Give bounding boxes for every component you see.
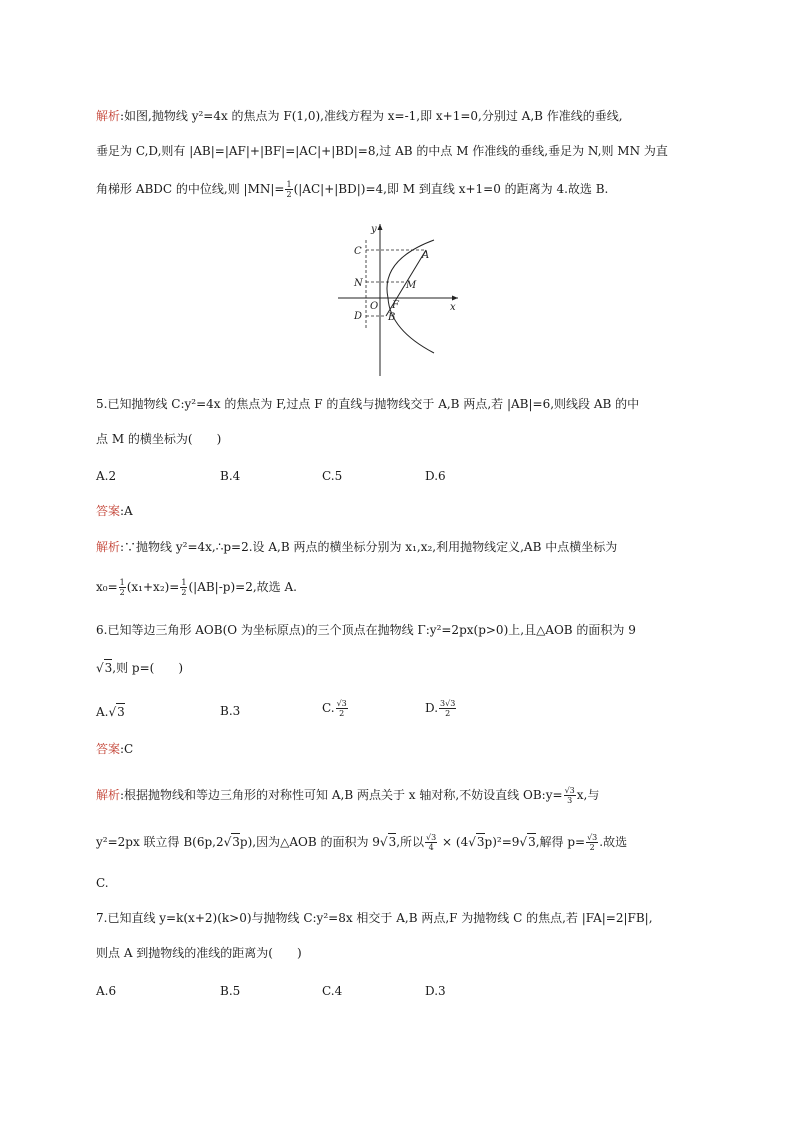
label-B: B	[388, 312, 396, 323]
label-F: F	[392, 300, 399, 311]
sol4-line3: 角梯形 ABDC 的中位线,则 |MN|= $\frac{1}{2}$ (|AC|+|BD|)=4,即 M 到直线 x+1=0 的距离为 4.故选 B.	[96, 180, 609, 199]
sol4-line2: 垂足为 C,D,则有 |AB|=|AF|+|BF|=|AC|+|BD|=8,过 AB 的中点 M 作准线的垂线,垂足为 N,则 MN 为直	[96, 144, 668, 158]
q5-explain-line1: 解析:∵抛物线 y²=4x,∴p=2.设 A,B 两点的横坐标分别为 x₁,x₂,利用抛物线定义,AB 中点横坐标为	[96, 540, 618, 554]
q5-explain-line2: x₀= $\frac{1}{2}$ (x₁+x₂)= $\frac{1}{2}$ (|AB|-p)=2,故选 A.	[96, 578, 297, 597]
label-x: x	[450, 302, 456, 313]
q6-option-d: D. $\frac{3√3}{2}$	[425, 699, 456, 718]
q6-explain-line2: y²=2px 联立得 B(6p,2√3p),因为△AOB 的面积为 9√3,所以 $\frac{√3}{4}$ × (4√3p)²=9√3,解得 p= $\frac{√3}{2}$ .故选	[96, 833, 628, 852]
q7-option-d: D.3	[425, 984, 446, 998]
q6-answer: 答案:C	[96, 742, 134, 756]
q6-option-c: C. $\frac{√3}{2}$	[322, 699, 347, 718]
analysis-label: 解析	[96, 109, 121, 123]
q6-explain-line1: 解析:根据抛物线和等边三角形的对称性可知 A,B 两点关于 x 轴对称,不妨设直线 OB:y= $\frac{√3}{3}$ x,与	[96, 786, 600, 805]
y-axis-arrow	[378, 224, 383, 230]
q7-stem-line1: 7.已知直线 y=k(x+2)(k>0)与抛物线 C:y²=8x 相交于 A,B 两点,F 为抛物线 C 的焦点,若 |FA|=2|FB|,	[96, 911, 653, 925]
q5-stem-line1: 5.已知抛物线 C:y²=4x 的焦点为 F,过点 F 的直线与抛物线交于 A,B 两点,若 |AB|=6,则线段 AB 的中	[96, 397, 640, 411]
q5-option-d: D.6	[425, 469, 446, 483]
q5-answer: 答案:A	[96, 504, 133, 518]
q7-option-c: C.4	[322, 984, 343, 998]
q5-option-c: C.5	[322, 469, 343, 483]
label-M: M	[406, 280, 417, 291]
sol4-line1: 解析:如图,抛物线 y²=4x 的焦点为 F(1,0),准线方程为 x=-1,即 x+1=0,分别过 A,B 作准线的垂线,	[96, 109, 623, 123]
fraction: $\frac{1}{2}$	[286, 180, 292, 199]
q5-option-a: A.2	[96, 469, 117, 483]
q6-explain-line3: C.	[96, 876, 109, 890]
q6-option-a: A.√3	[96, 705, 125, 719]
q7-stem-line2: 则点 A 到抛物线的准线的距离为( )	[96, 946, 302, 960]
q7-option-a: A.6	[96, 984, 117, 998]
q5-option-b: B.4	[220, 469, 241, 483]
q6-option-b: B.3	[220, 704, 241, 718]
q5-stem-line2: 点 M 的横坐标为( )	[96, 432, 222, 446]
q7-option-b: B.5	[220, 984, 241, 998]
label-y: y	[371, 224, 377, 235]
q6-stem-line2: √3,则 p=( )	[96, 661, 184, 675]
label-N: N	[354, 278, 363, 289]
label-D: D	[354, 311, 363, 322]
label-O: O	[370, 301, 379, 312]
parabola-figure	[330, 220, 470, 380]
label-A: A	[422, 250, 430, 261]
q6-stem-line1: 6.已知等边三角形 AOB(O 为坐标原点)的三个顶点在抛物线 Γ:y²=2px(p>0)上,且△AOB 的面积为 9	[96, 623, 636, 637]
label-C: C	[354, 246, 362, 257]
x-axis-arrow	[452, 296, 458, 301]
